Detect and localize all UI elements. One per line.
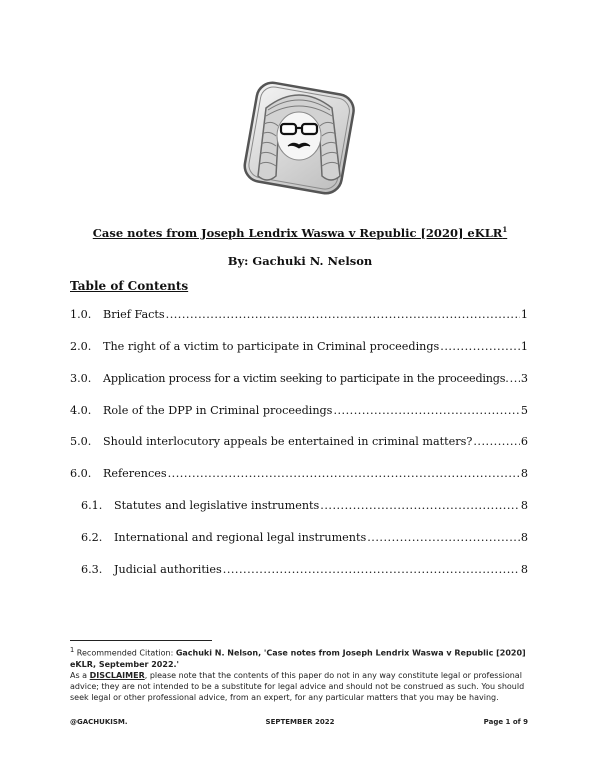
toc-entry-label: The right of a victim to participate in Criminal proceedings [103, 340, 440, 353]
footnote-disclaimer: As a DISCLAIMER, please note that the contents of this paper do not in any way constitute legal or professional advice; they are not intended to be a substitute for legal advice and should not be construed as such. You should seek legal or other professional advice, from an expert, for any particular matters that you may be having. [70, 671, 525, 702]
toc-page-number: 1 [520, 308, 528, 321]
toc-entry-label: Application process for a victim seeking to participate in the proceedings. [103, 372, 509, 385]
toc-page-number: 1 [520, 340, 528, 353]
toc-entry[interactable]: 6.2. International and regional legal instruments ..... 8 [81, 531, 528, 544]
toc-leader-dots [320, 499, 520, 512]
toc-entry[interactable]: 1.0. Brief Facts ..... 1 [70, 308, 528, 321]
toc-entry[interactable]: 4.0. Role of the DPP in Criminal proceedings ..... 5 [70, 404, 528, 417]
author-byline: By: Gachuki N. Nelson [227, 254, 373, 268]
toc-page-number: 3 [520, 372, 528, 385]
toc-page-number: 5 [520, 404, 528, 417]
toc-entry-label: Role of the DPP in Criminal proceedings [103, 404, 333, 417]
toc-entry-label: International and regional legal instruments [114, 531, 367, 544]
toc-leader-dots [223, 563, 520, 576]
toc-page-number: 6 [520, 435, 528, 448]
footer-handle: @GACHUKISM. [70, 718, 128, 726]
toc-leader-dots [510, 372, 520, 385]
toc-leader-dots [166, 308, 520, 321]
toc-entry-label: Brief Facts [103, 308, 165, 321]
footer-date: SEPTEMBER 2022 [265, 718, 335, 726]
toc-page-number: 8 [520, 467, 528, 480]
toc-entry[interactable]: 6.1. Statutes and legislative instruments ..... 8 [81, 499, 528, 512]
toc-entry-label: Statutes and legislative instruments [114, 499, 320, 512]
document-title: Case notes from Joseph Lendrix Waswa v Republic [2020] eKLR$^1$ [92, 225, 508, 240]
toc-leader-dots [440, 340, 520, 353]
toc-leader-dots [168, 467, 520, 480]
footnote-separator [70, 640, 212, 641]
footer-page-number: Page 1 of 9 [483, 718, 528, 726]
toc-entry[interactable]: 5.0. Should interlocutory appeals be entertained in criminal matters? ..... 6 [70, 435, 528, 448]
toc-entry[interactable]: 6.0. References ..... 8 [70, 467, 528, 480]
toc-leader-dots [367, 531, 520, 544]
footnote-citation: $^1$ Recommended Citation: Gachuki N. Nelson, 'Case notes from Joseph Lendrix Waswa v Republic [2020] eKLR, September 2022.' [70, 646, 526, 669]
toc-page-number: 8 [520, 563, 528, 576]
toc-entry[interactable]: 2.0. The right of a victim to participate in Criminal proceedings ..... 1 [70, 340, 528, 353]
toc-leader-dots [473, 435, 520, 448]
toc-page-number: 8 [520, 531, 528, 544]
toc-heading: Table of Contents [70, 279, 189, 293]
toc-entry-label: Should interlocutory appeals be entertained in criminal matters? [103, 435, 473, 448]
toc-entry-label: Judicial authorities [114, 563, 222, 576]
toc-page-number: 8 [520, 499, 528, 512]
judge-wig-logo [236, 78, 362, 200]
toc-leader-dots [333, 404, 519, 417]
toc-entry-label: References [103, 467, 167, 480]
toc-entry[interactable]: 6.3. Judicial authorities ..... 8 [81, 563, 528, 576]
toc-entry[interactable]: 3.0. Application process for a victim seeking to participate in the proceedings. ..... 3 [70, 372, 528, 385]
